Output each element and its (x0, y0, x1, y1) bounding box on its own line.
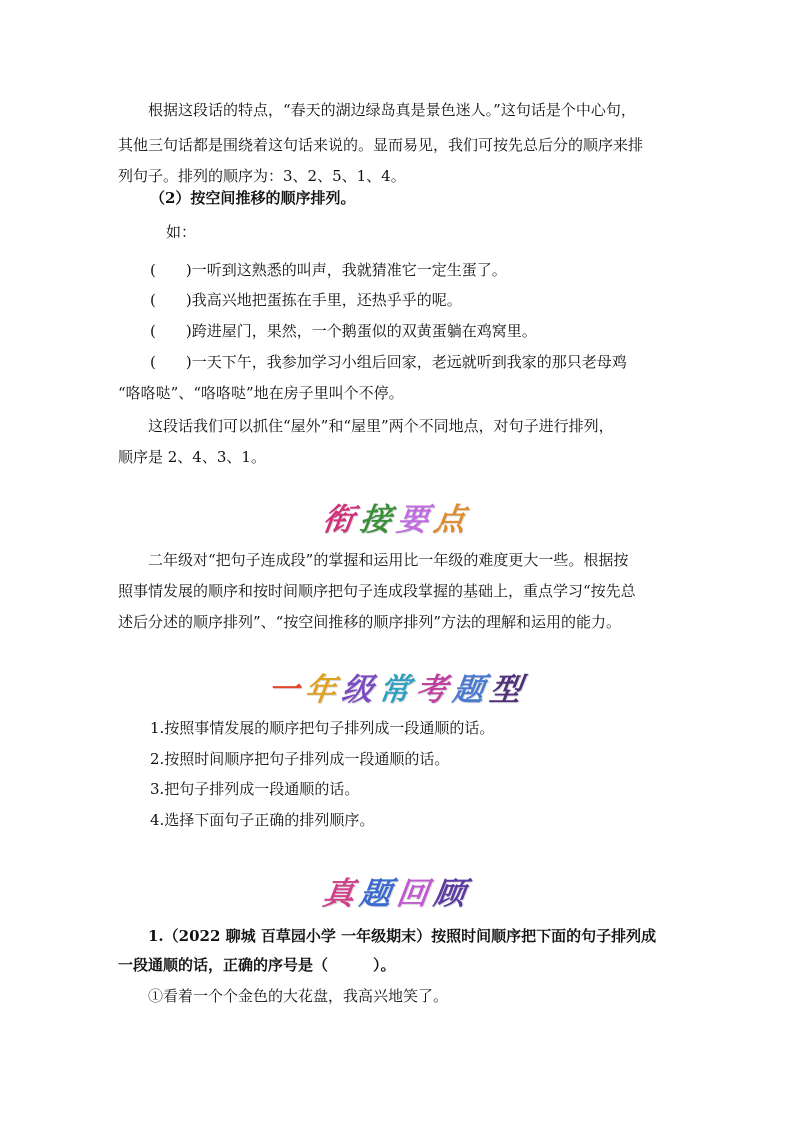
banner-character: 考 (412, 672, 456, 708)
paragraph-line: 二年级对“把句子连成段”的掌握和运用比一年级的难度更大一些。根据按 (118, 551, 629, 569)
paragraph-line: 这段话我们可以抓住“屋外”和“屋里”两个不同地点，对句子进行排列， (118, 417, 614, 435)
banner-character: 顾 (431, 876, 474, 912)
question-1-line-1: 1.（2022 聊城 百草园小学 一年级期末）按照时间顺序把下面的句子排列成 (118, 927, 657, 945)
banner-character: 真 (320, 876, 363, 912)
banner-past-exam-review (0, 874, 794, 914)
banner-character: 点 (431, 502, 474, 538)
banner-character: 题 (357, 876, 400, 912)
paragraph-line: 根据这段话的特点，“春天的湖边绿岛真是景色迷人。”这句话是个中心句， (118, 101, 636, 119)
list-item: ( )一听到这熟悉的叫声，我就猜准它一定生蛋了。 (150, 261, 507, 279)
question-1-option-1: ①看着一个个金色的大花盘，我高兴地笑了。 (118, 987, 449, 1005)
list-item: ( )跨进屋门，果然，一个鹅蛋似的双黄蛋躺在鸡窝里。 (150, 322, 537, 340)
example-label: 如： (166, 223, 197, 241)
banner-character: 一 (264, 672, 308, 708)
banner-character: 年 (301, 672, 345, 708)
paragraph-line: 照事情发展的顺序和按时间顺序把句子连成段掌握的基础上，重点学习“按先总 (118, 582, 636, 600)
banner-key-points (0, 500, 794, 540)
banner-character: 题 (449, 672, 493, 708)
question-1-line-2: 一段通顺的话，正确的序号是（ ）。 (118, 956, 396, 974)
banner-character: 要 (394, 502, 437, 538)
banner-character: 接 (357, 502, 400, 538)
paragraph-line: 述后分述的顺序排列”、“按空间推移的顺序排列”方法的理解和运用的能力。 (118, 613, 622, 631)
banner-character: 型 (486, 672, 530, 708)
banner-character: 级 (338, 672, 382, 708)
list-item: 4.选择下面句子正确的排列顺序。 (150, 811, 375, 829)
list-item: ( )一天下午，我参加学习小组后回家，老远就听到我家的那只老母鸡 (150, 353, 627, 371)
list-item: 1.按照事情发展的顺序把句子排列成一段通顺的话。 (150, 719, 495, 737)
paragraph-line: 列句子。排列的顺序为：3、2、5、1、4。 (118, 167, 406, 185)
paragraph-line: 顺序是 2、4、3、1。 (118, 448, 266, 466)
list-item-continuation: “咯咯哒”、“咯咯哒”地在房子里叫个不停。 (118, 384, 404, 402)
banner-character: 衔 (320, 502, 363, 538)
banner-character: 常 (375, 672, 419, 708)
list-item: ( )我高兴地把蛋拣在手里，还热乎乎的呢。 (150, 291, 462, 309)
list-item: 3.把句子排列成一段通顺的话。 (150, 780, 360, 798)
banner-common-question-types (0, 670, 794, 710)
paragraph-line: 其他三句话都是围绕着这句话来说的。显而易见，我们可按先总后分的顺序来排 (118, 136, 644, 154)
list-item: 2.按照时间顺序把句子排列成一段通顺的话。 (150, 750, 450, 768)
subheading-spatial-order: （2）按空间推移的顺序排列。 (150, 189, 356, 207)
banner-character: 回 (394, 876, 437, 912)
